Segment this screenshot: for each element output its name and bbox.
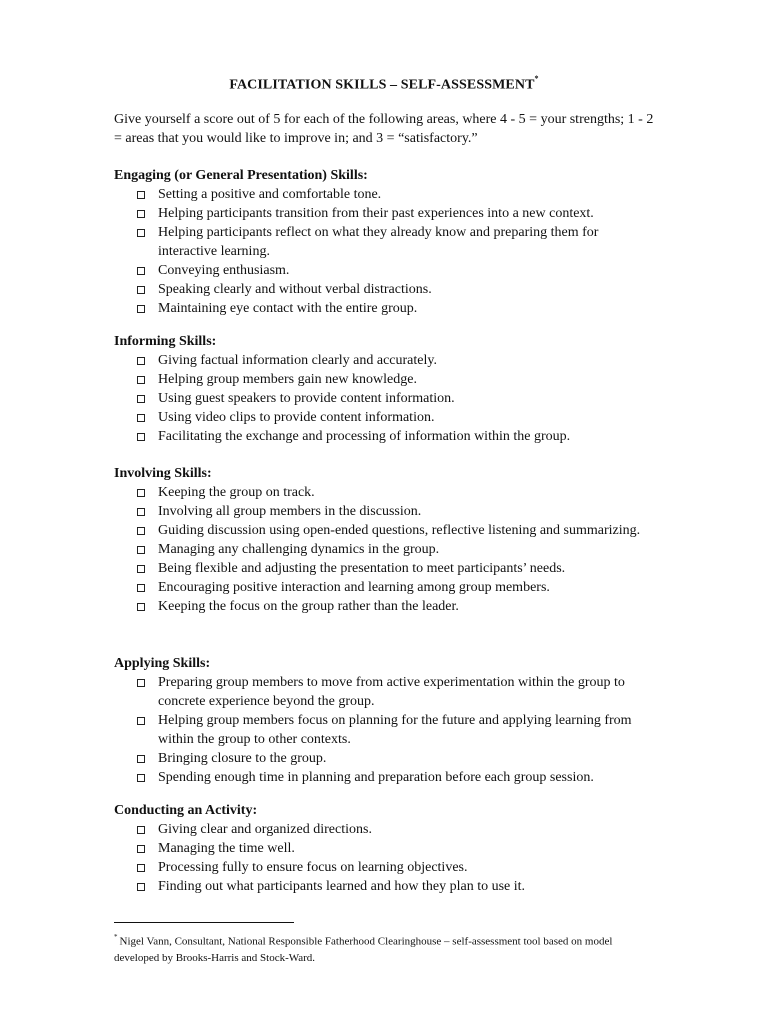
checkbox-icon[interactable] — [137, 527, 145, 535]
checklist-item — [114, 204, 648, 223]
checkbox-icon[interactable] — [137, 357, 145, 365]
checkbox-icon[interactable] — [137, 584, 145, 592]
checklist-item — [114, 280, 648, 299]
title-footnote-mark: * — [534, 74, 539, 83]
section-heading: Applying Skills: — [114, 656, 211, 671]
footnote-mark: * — [114, 933, 118, 941]
checklist-item-text: Helping participants reflect on what they already know and preparing them for interactive learning. — [158, 225, 599, 259]
checklist-item — [114, 483, 648, 502]
intro-text: Give yourself a score out of 5 for each of the following areas, where 4 - 5 = your strengths; 1 - 2 = areas that you would like to improve in; and 3 = “satisfactory.” — [114, 112, 654, 146]
checkbox-icon[interactable] — [137, 376, 145, 384]
checklist-item — [114, 261, 648, 280]
checkbox-icon[interactable] — [137, 864, 145, 872]
checklist-item-text: Giving clear and organized directions. — [158, 822, 372, 837]
page-title-text: FACILITATION SKILLS – SELF-ASSESSMENT — [229, 77, 535, 93]
checklist-item-text: Keeping the group on track. — [158, 485, 315, 500]
checklist-item-text: Using guest speakers to provide content information. — [158, 391, 455, 406]
checkbox-icon[interactable] — [137, 191, 145, 199]
checkbox-icon[interactable] — [137, 883, 145, 891]
checklist-item-text: Managing any challenging dynamics in the group. — [158, 542, 440, 557]
checklist-item-text: Managing the time well. — [158, 841, 295, 856]
section-involving-skills — [114, 464, 674, 616]
checklist-item — [114, 502, 648, 521]
section-heading: Conducting an Activity: — [114, 803, 258, 818]
checklist — [114, 351, 674, 446]
checklist — [114, 483, 674, 616]
checkbox-icon[interactable] — [137, 546, 145, 554]
checklist-item — [114, 768, 648, 787]
checkbox-icon[interactable] — [137, 679, 145, 687]
checklist-item-text: Being flexible and adjusting the presentation to meet participants’ needs. — [158, 561, 566, 576]
checkbox-icon[interactable] — [137, 603, 145, 611]
checklist-item — [114, 578, 648, 597]
checklist-item-text: Maintaining eye contact with the entire group. — [158, 301, 418, 316]
checkbox-icon[interactable] — [137, 305, 145, 313]
checklist-item-text: Speaking clearly and without verbal distractions. — [158, 282, 432, 297]
section-applying-skills — [114, 654, 674, 787]
checklist-item-text: Setting a positive and comfortable tone. — [158, 187, 382, 202]
checkbox-icon[interactable] — [137, 774, 145, 782]
checklist-item — [114, 877, 648, 896]
checkbox-icon[interactable] — [137, 414, 145, 422]
checklist-item — [114, 408, 648, 427]
checkbox-icon[interactable] — [137, 210, 145, 218]
checklist-item — [114, 597, 648, 616]
checklist-item — [114, 559, 648, 578]
checklist-item — [114, 540, 648, 559]
checklist-item — [114, 839, 648, 858]
page-title — [0, 76, 768, 94]
checklist-item-text: Finding out what participants learned and how they plan to use it. — [158, 879, 526, 894]
checklist-item-text: Facilitating the exchange and processing of information within the group. — [158, 429, 571, 444]
checkbox-icon[interactable] — [137, 845, 145, 853]
section-informing-skills — [114, 332, 674, 446]
checkbox-icon[interactable] — [137, 565, 145, 573]
footnote-text: Nigel Vann, Consultant, National Responsible Fatherhood Clearinghouse – self-assessment tool based on model developed by Brooks-Harris and Stock-Ward. — [114, 935, 613, 964]
checklist-item-text: Guiding discussion using open-ended questions, reflective listening and summarizing. — [158, 523, 641, 538]
checklist — [114, 820, 674, 896]
checklist-item-text: Conveying enthusiasm. — [158, 263, 290, 278]
checklist-item — [114, 370, 648, 389]
checkbox-icon[interactable] — [137, 433, 145, 441]
checkbox-icon[interactable] — [137, 489, 145, 497]
section-heading: Engaging (or General Presentation) Skills: — [114, 168, 368, 183]
footnote-divider — [114, 922, 294, 923]
checkbox-icon[interactable] — [137, 267, 145, 275]
checkbox-icon[interactable] — [137, 508, 145, 516]
checklist-item-text: Bringing closure to the group. — [158, 751, 327, 766]
checklist-item-text: Spending enough time in planning and preparation before each group session. — [158, 770, 594, 785]
checkbox-icon[interactable] — [137, 717, 145, 725]
checklist-item-text: Helping participants transition from their past experiences into a new context. — [158, 206, 594, 221]
checklist-item — [114, 820, 648, 839]
checklist — [114, 185, 674, 318]
checkbox-icon[interactable] — [137, 286, 145, 294]
section-engaging-skills — [114, 166, 674, 318]
checklist-item-text: Using video clips to provide content information. — [158, 410, 435, 425]
section-conducting-activity — [114, 801, 674, 896]
checklist-item-text: Encouraging positive interaction and learning among group members. — [158, 580, 550, 595]
checkbox-icon[interactable] — [137, 229, 145, 237]
checklist-item — [114, 749, 648, 768]
checklist-item — [114, 185, 648, 204]
checklist-item-text: Helping group members focus on planning for the future and applying learning from within the group to other contexts. — [158, 713, 632, 747]
section-heading: Involving Skills: — [114, 466, 212, 481]
checklist-item — [114, 299, 648, 318]
checklist-item-text: Processing fully to ensure focus on learning objectives. — [158, 860, 468, 875]
checklist-item — [114, 673, 648, 711]
checkbox-icon[interactable] — [137, 826, 145, 834]
footnote — [114, 930, 659, 966]
checklist-item — [114, 223, 648, 261]
checklist-item-text: Helping group members gain new knowledge. — [158, 372, 417, 387]
checklist-item-text: Preparing group members to move from active experimentation within the group to concrete experience beyond the group. — [158, 675, 625, 709]
checklist-item-text: Involving all group members in the discussion. — [158, 504, 422, 519]
checklist-item — [114, 858, 648, 877]
checklist-item-text: Keeping the focus on the group rather than the leader. — [158, 599, 459, 614]
checklist-item-text: Giving factual information clearly and accurately. — [158, 353, 437, 368]
checkbox-icon[interactable] — [137, 395, 145, 403]
checklist-item — [114, 427, 648, 446]
intro-paragraph — [114, 110, 654, 148]
checklist — [114, 673, 674, 787]
checkbox-icon[interactable] — [137, 755, 145, 763]
checklist-item — [114, 521, 648, 540]
checklist-item — [114, 389, 648, 408]
section-heading: Informing Skills: — [114, 334, 217, 349]
checklist-item — [114, 351, 648, 370]
checklist-item — [114, 711, 648, 749]
